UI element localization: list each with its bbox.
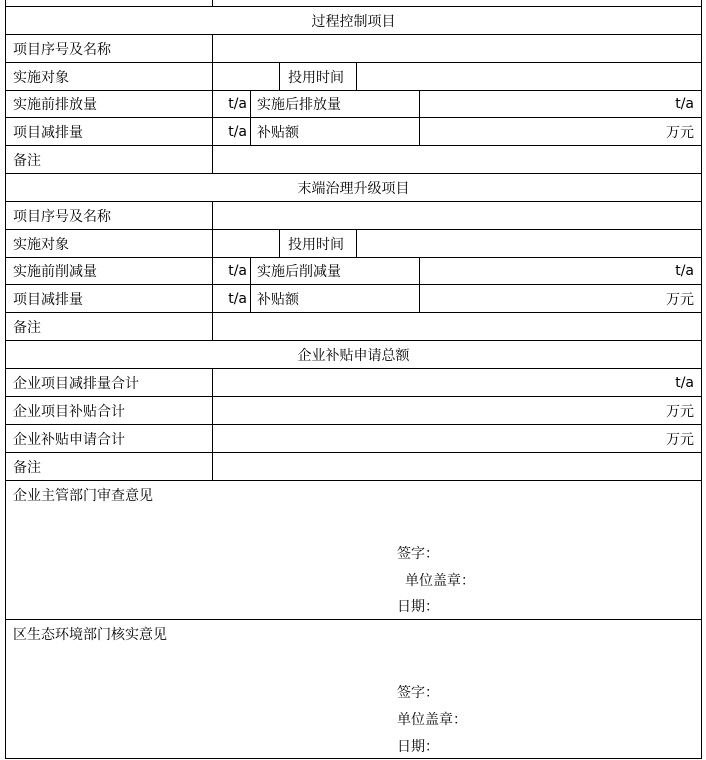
field-label: 项目减排量 <box>13 124 83 141</box>
field-label: 实施前削减量 <box>13 264 97 280</box>
field-label: 实施对象 <box>13 69 69 86</box>
dept-review-title: 企业主管部门审查意见 <box>13 488 153 504</box>
end-remark-row <box>5 313 702 341</box>
field-label: 实施前排放量 <box>13 97 97 113</box>
unit-label: t/a <box>675 96 694 112</box>
process-reduce-row <box>5 118 702 146</box>
process-target-row <box>5 63 702 91</box>
field-label: 企业项目减排量合计 <box>13 375 139 392</box>
subsidy-form <box>5 0 702 759</box>
field-label: 实施后排放量 <box>257 97 341 113</box>
top-partial-row <box>5 0 702 7</box>
field-label: 实施对象 <box>13 236 69 253</box>
eco-review-block[interactable] <box>5 620 702 759</box>
process-name-value[interactable] <box>213 35 702 62</box>
end-name-row <box>5 202 702 230</box>
section-title: 过程控制项目 <box>311 13 396 30</box>
table-border-right <box>701 0 702 759</box>
table-border-left <box>5 0 6 759</box>
end-emission-row <box>5 258 702 285</box>
total-remark-row <box>5 453 702 481</box>
sign-label: 签字： <box>397 685 439 701</box>
total-subsidy-row <box>5 397 702 425</box>
field-label: 企业项目补贴合计 <box>13 403 125 420</box>
eco-review-title: 区生态环境部门核实意见 <box>13 627 167 643</box>
end-target-row <box>5 230 702 258</box>
date-label: 日期： <box>397 599 439 615</box>
section-header-total <box>5 341 702 369</box>
seal-label: 单位盖章： <box>397 712 467 728</box>
process-remark-value[interactable] <box>213 146 702 173</box>
process-target-value[interactable] <box>213 63 279 90</box>
unit-label: t/a <box>228 263 247 279</box>
field-label: 项目序号及名称 <box>13 208 111 225</box>
section-title: 企业补贴申请总额 <box>297 347 410 364</box>
unit-label: t/a <box>675 374 694 391</box>
dept-review-block[interactable] <box>5 481 702 620</box>
unit-label: 万元 <box>666 431 694 448</box>
unit-label: t/a <box>228 290 247 307</box>
date-label: 日期： <box>397 739 439 755</box>
field-label: 补贴额 <box>257 291 299 308</box>
field-label: 备注 <box>13 319 41 336</box>
process-time-value[interactable] <box>357 63 702 90</box>
sign-label: 签字： <box>397 546 439 562</box>
field-label: 项目减排量 <box>13 291 83 308</box>
total-remark-value[interactable] <box>213 453 702 480</box>
unit-label: t/a <box>675 263 694 279</box>
end-target-value[interactable] <box>213 230 279 257</box>
process-name-row <box>5 35 702 63</box>
process-remark-row <box>5 146 702 174</box>
section-header-process <box>5 7 702 35</box>
field-label: 投用时间 <box>288 236 344 253</box>
unit-label: 万元 <box>666 403 694 420</box>
end-remark-value[interactable] <box>213 313 702 340</box>
end-name-value[interactable] <box>213 202 702 229</box>
process-emission-row <box>5 91 702 118</box>
total-reduce-row <box>5 369 702 397</box>
unit-label: 万元 <box>666 291 694 308</box>
unit-label: t/a <box>228 123 247 140</box>
field-label: 投用时间 <box>288 69 344 86</box>
field-label: 企业补贴申请合计 <box>13 431 125 448</box>
end-reduce-row <box>5 285 702 313</box>
section-header-end <box>5 174 702 202</box>
field-label: 补贴额 <box>257 124 299 141</box>
field-label: 项目序号及名称 <box>13 41 111 58</box>
field-label: 备注 <box>13 152 41 169</box>
end-time-value[interactable] <box>357 230 702 257</box>
seal-label: 单位盖章： <box>405 573 475 589</box>
field-label: 备注 <box>13 459 41 476</box>
total-apply-row <box>5 425 702 453</box>
section-title: 末端治理升级项目 <box>297 180 410 197</box>
field-label: 实施后削减量 <box>257 264 341 280</box>
unit-label: t/a <box>228 96 247 112</box>
unit-label: 万元 <box>666 124 694 141</box>
